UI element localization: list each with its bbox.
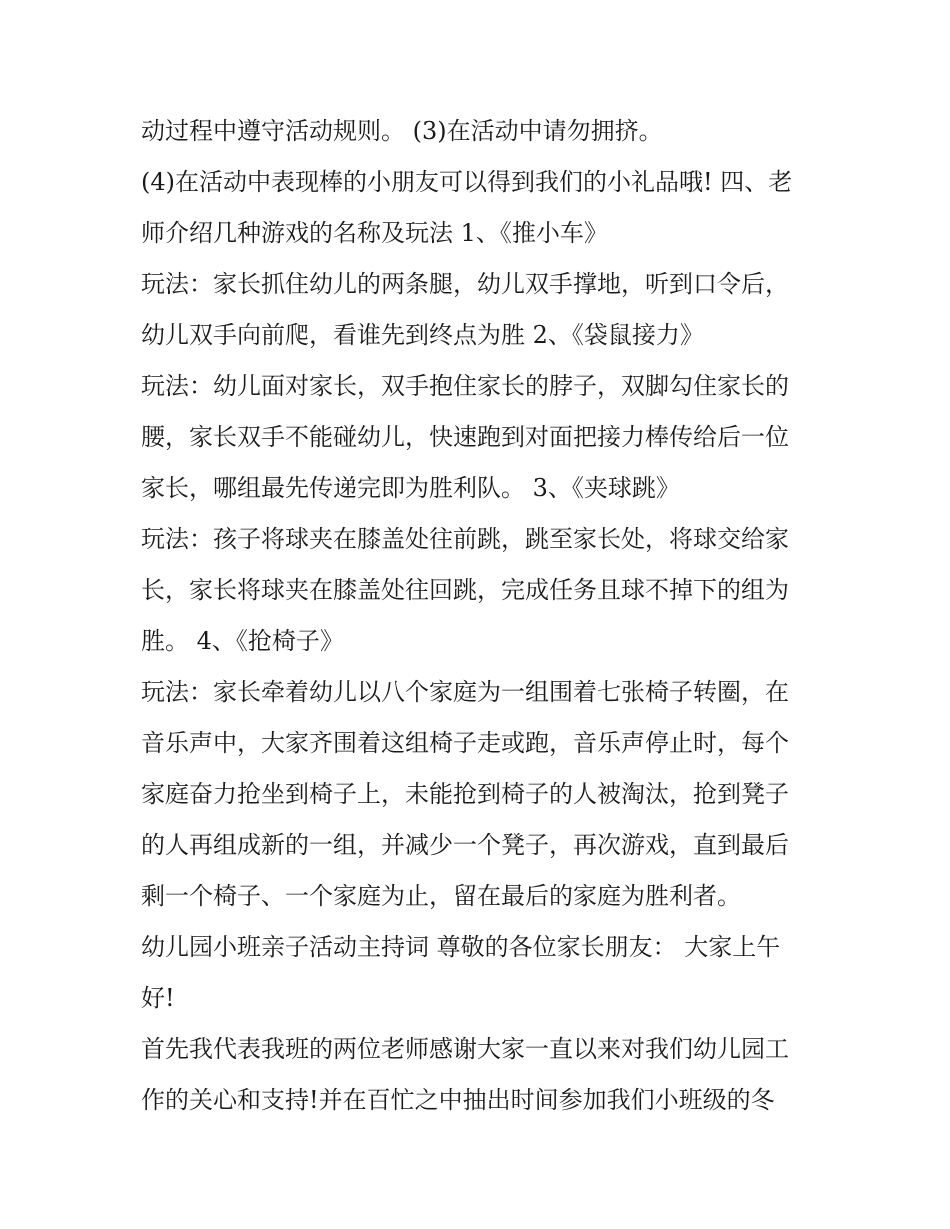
text-line: 首先我代表我班的两位老师感谢大家一直以来对我们幼儿园工 [141, 1035, 789, 1063]
text-line: 动过程中遵守活动规则。 (3)在活动中请勿拥挤。 [141, 117, 663, 145]
text-line: 剩一个椅子、一个家庭为止，留在最后的家庭为胜利者。 [141, 882, 741, 910]
text-line: 的人再组成新的一组，并减少一个凳子，再次游戏，直到最后 [141, 831, 789, 859]
text-line: 玩法：家长牵着幼儿以八个家庭为一组围着七张椅子转圈，在 [141, 678, 789, 706]
text-line: 家庭奋力抢坐到椅子上，未能抢到椅子的人被淘汰，抢到凳子 [141, 780, 789, 808]
text-line: 玩法：家长抓住幼儿的两条腿，幼儿双手撑地，听到口令后， [141, 270, 789, 298]
text-line: 音乐声中，大家齐围着这组椅子走或跑，音乐声停止时，每个 [141, 729, 789, 757]
text-line: 腰，家长双手不能碰幼儿，快速跑到对面把接力棒传给后一位 [141, 423, 789, 451]
text-line: 幼儿园小班亲子活动主持词 尊敬的各位家长朋友： 大家上午 [141, 933, 781, 961]
text-line: 玩法：孩子将球夹在膝盖处往前跳，跳至家长处，将球交给家 [141, 525, 789, 553]
text-line: 家长，哪组最先传递完即为胜利队。 3、《夹球跳》 [141, 474, 680, 502]
text-line: 长，家长将球夹在膝盖处往回跳，完成任务且球不掉下的组为 [141, 576, 789, 604]
document-body [141, 106, 821, 1126]
text-line: 胜。 4、《抢椅子》 [141, 627, 344, 655]
text-line: (4)在活动中表现棒的小朋友可以得到我们的小礼品哦! 四、老 [141, 168, 793, 196]
text-line: 师介绍几种游戏的名称及玩法 1、《推小车》 [141, 219, 608, 247]
text-line: 作的关心和支持!并在百忙之中抽出时间参加我们小班级的冬 [141, 1086, 775, 1114]
text-line: 好! [141, 984, 175, 1012]
text-line: 玩法：幼儿面对家长，双手抱住家长的脖子，双脚勾住家长的 [141, 372, 789, 400]
text-line: 幼儿双手向前爬，看谁先到终点为胜 2、《袋鼠接力》 [141, 321, 704, 349]
